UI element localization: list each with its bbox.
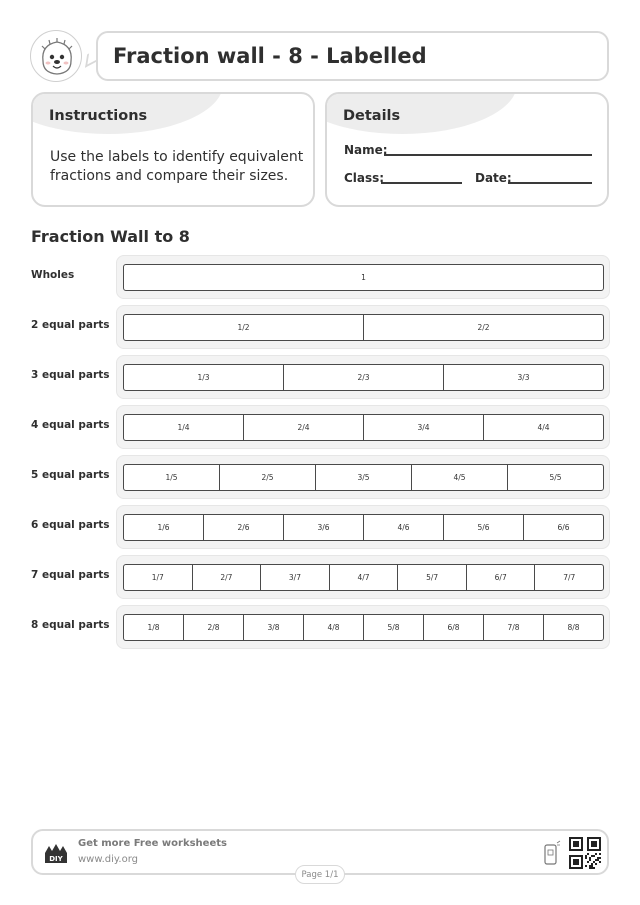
page-title: Fraction wall - 8 - Labelled [113,44,427,68]
wall-row-label: 3 equal parts [31,369,110,381]
fraction-cell: 8/8 [543,615,603,640]
phone-scan-icon [543,840,561,866]
fraction-cell: 2/2 [363,315,603,340]
fraction-cell: 1/3 [197,373,210,382]
fraction-bar [123,364,604,391]
wall-row-label: 5 equal parts [31,469,110,481]
wall-row [116,555,610,599]
fraction-cell: 3/5 [315,465,411,490]
fraction-bar [123,414,604,441]
fraction-cell: 5/6 [443,515,523,540]
fraction-bar [123,514,604,541]
fraction-cell: 7/7 [534,565,603,590]
instructions-title: Instructions [49,108,148,124]
name-field[interactable] [384,154,592,156]
wall-row-label: Wholes [31,269,75,281]
fraction-cell: 4/4 [483,415,603,440]
qr-code-icon[interactable] [569,837,601,869]
mascot-icon [30,30,82,82]
fraction-cell: 3/6 [283,515,363,540]
page-number: Page 1/1 [295,865,345,884]
fraction-cell: 1/4 [177,423,190,432]
wall-row [116,305,610,349]
fraction-cell: 2/3 [283,365,443,390]
instructions-card [31,92,315,207]
wall-row [116,605,610,649]
wall-row [116,405,610,449]
title-box [96,31,609,81]
wall-row-label: 6 equal parts [31,519,110,531]
wall-row [116,505,610,549]
class-field[interactable] [381,182,462,184]
fraction-cell: 2/5 [219,465,315,490]
fraction-cell: 5/8 [363,615,423,640]
fraction-cell: 6/7 [466,565,535,590]
wall-row-label: 8 equal parts [31,619,110,631]
fraction-cell: 5/5 [507,465,603,490]
details-title: Details [343,108,401,124]
fraction-cell: 2/4 [243,415,363,440]
wall-row [116,355,610,399]
wall-row [116,255,610,299]
fraction-cell: 3/3 [443,365,603,390]
name-label: Name: [344,143,388,157]
fraction-cell: 2/8 [183,615,243,640]
fraction-cell: 2/6 [203,515,283,540]
class-label: Class: [344,171,385,185]
fraction-cell: 3/8 [243,615,303,640]
fraction-bar [123,314,604,341]
fraction-cell: 5/7 [397,565,466,590]
wall-row [116,455,610,499]
wall-row-label: 4 equal parts [31,419,110,431]
date-label: Date: [475,171,512,185]
fraction-cell: 4/6 [363,515,443,540]
fraction-cell: 2/7 [192,565,261,590]
fraction-cell: 1 [361,273,366,282]
date-field[interactable] [508,182,592,184]
fraction-bar [123,264,604,291]
fraction-cell: 1/7 [151,573,164,582]
fraction-cell: 4/8 [303,615,363,640]
fraction-cell: 4/5 [411,465,507,490]
fraction-bar [123,464,604,491]
diy-logo-icon [43,841,69,867]
fraction-bar [123,564,604,591]
footer-title: Get more Free worksheets [78,838,227,849]
details-card [325,92,609,207]
footer-url[interactable]: www.diy.org [78,854,138,865]
fraction-cell: 7/8 [483,615,543,640]
fraction-cell: 6/6 [523,515,603,540]
section-title: Fraction Wall to 8 [31,227,190,246]
fraction-bar [123,614,604,641]
fraction-cell: 6/8 [423,615,483,640]
fraction-cell: 3/7 [260,565,329,590]
wall-row-label: 2 equal parts [31,319,110,331]
fraction-cell: 1/8 [147,623,160,632]
fraction-cell: 1/2 [237,323,250,332]
fraction-cell: 1/5 [165,473,178,482]
svg-text:DIY: DIY [49,855,63,863]
fraction-cell: 1/6 [157,523,170,532]
fraction-cell: 3/4 [363,415,483,440]
instructions-text: Use the labels to identify equivalent fractions and compare their sizes. [50,149,304,184]
wall-row-label: 7 equal parts [31,569,110,581]
fraction-cell: 4/7 [329,565,398,590]
